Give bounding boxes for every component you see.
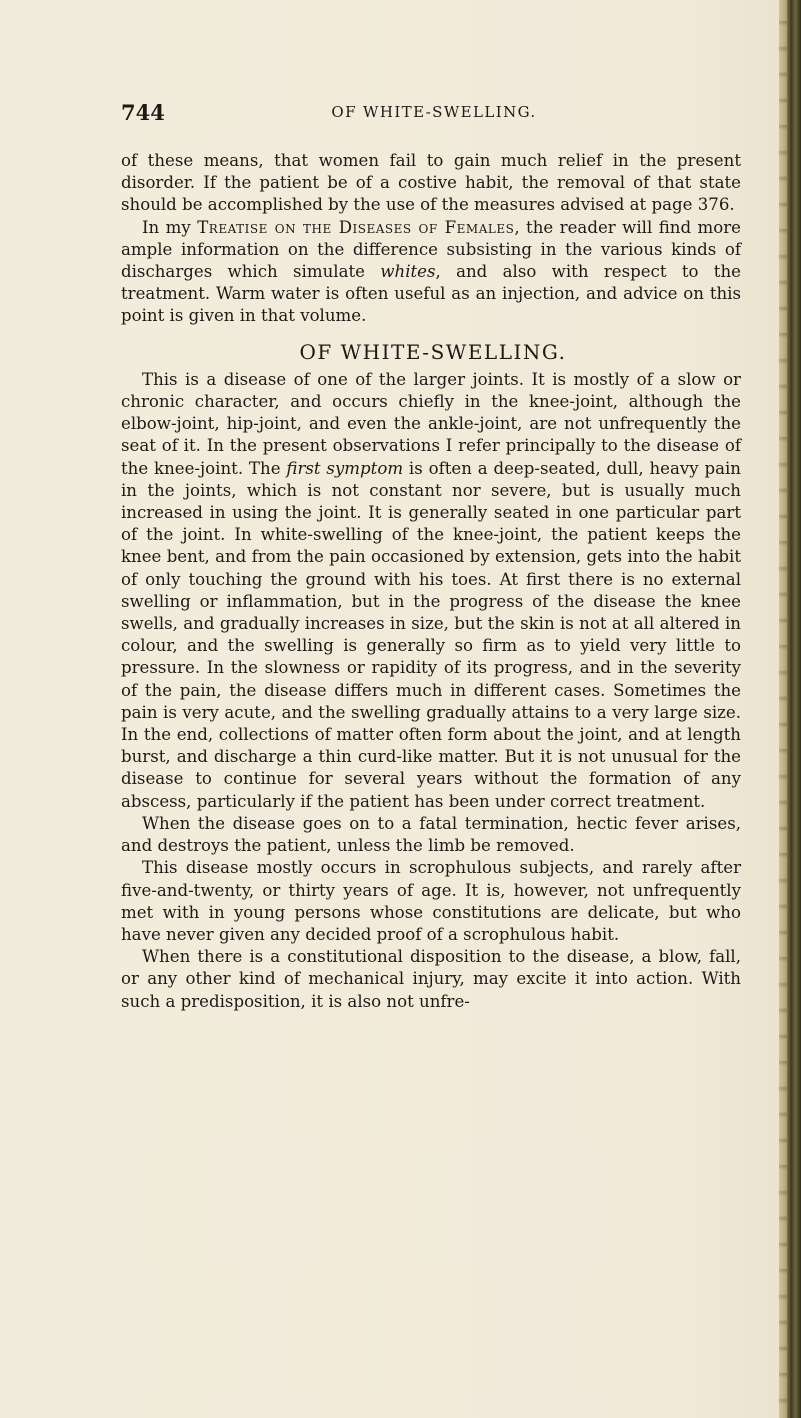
intro-p2-text-c: , and also with respect to the treatment. Warm water is often useful as an injection, and advice on this point is given in that volume. — [121, 262, 741, 326]
running-head: OF WHITE-SWELLING. — [331, 103, 537, 121]
treatise-title: Treatise on the Diseases of Females — [197, 217, 515, 237]
page-number: 744 — [121, 100, 165, 125]
section-paragraph-3 — [121, 857, 741, 946]
page-edge-texture — [779, 0, 787, 1418]
section-p3-text: This disease mostly occurs in scrophulous subjects, and rarely after five-and-twenty, or thirty years of age. It is, however, not unfrequently met with in young persons whose constitutions are delicate, but who have never given any decided proof of a scrophulous habit. — [121, 858, 741, 944]
intro-p2-text-b: , the reader will find more ample information on the difference subsisting in the various kinds of discharges which simulate — [121, 217, 741, 282]
intro-paragraph-2 — [121, 217, 741, 328]
section-paragraph-2 — [121, 813, 741, 857]
section-p2-text: When the disease goes on to a fatal termination, hectic fever arises, and destroys the patient, unless the limb be removed. — [121, 813, 741, 856]
section-p1-text-a: This is a disease of one of the larger joints. It is mostly of a slow or chronic character, and occurs chiefly in the knee-joint, although the elbow-joint, hip-joint, and even the ankle-joint, are not unfrequently the seat of it. In the present observations I refer principally to the disease of the knee-joint. The — [121, 369, 741, 478]
section-paragraph-1 — [121, 369, 741, 813]
first-symptom-term: first symptom — [286, 458, 404, 478]
section-p1-text-b: is often a deep-seated, dull, heavy pain in the joints, which is not constant nor severe, but is usually much increased in using the joint. It is generally seated in one particular part of the joint. In white-swelling of the knee-joint, the patient keeps the knee bent, and from the pain occasioned by extension, gets into the habit of only touching the ground with his toes. At first there is no external swelling or inflammation, but in the progress of the disease the knee swells, and gradually increases in size, but the skin is not at all altered in colour, and the swelling is generally so firm as to yield very little to pressure. In the slowness or rapidity of its progress, and in the severity of the pain, the disease differs much in different cases. Sometimes the pain is very acute, and the swelling gradually attains to a very large size. In the end, collections of matter often form about the joint, and at length burst, and discharge a thin curd-like matter. But it is not unusual for the disease to continue for several years without the formation of any abscess, particularly if the patient has been under correct treatment. — [121, 458, 741, 811]
intro-paragraph-1-text: of these means, that women fail to gain much relief in the present disorder. If the patient be of a costive habit, the removal of that state should be accomplished by the use of the measures advised at page 376. — [121, 151, 741, 215]
section-p4-text: When there is a constitutional disposition to the disease, a blow, fall, or any other kind of mechanical injury, may excite it into action. With such a predisposition, it is also not unfre- — [121, 947, 741, 1011]
page-header — [121, 100, 741, 130]
body-text — [121, 150, 741, 1013]
whites-term: whites — [380, 262, 436, 282]
section-paragraph-4 — [121, 946, 741, 1013]
intro-paragraph-1 — [121, 150, 741, 217]
intro-p2-text-a: In my — [142, 217, 198, 237]
section-title: OF WHITE-SWELLING. — [299, 339, 567, 364]
